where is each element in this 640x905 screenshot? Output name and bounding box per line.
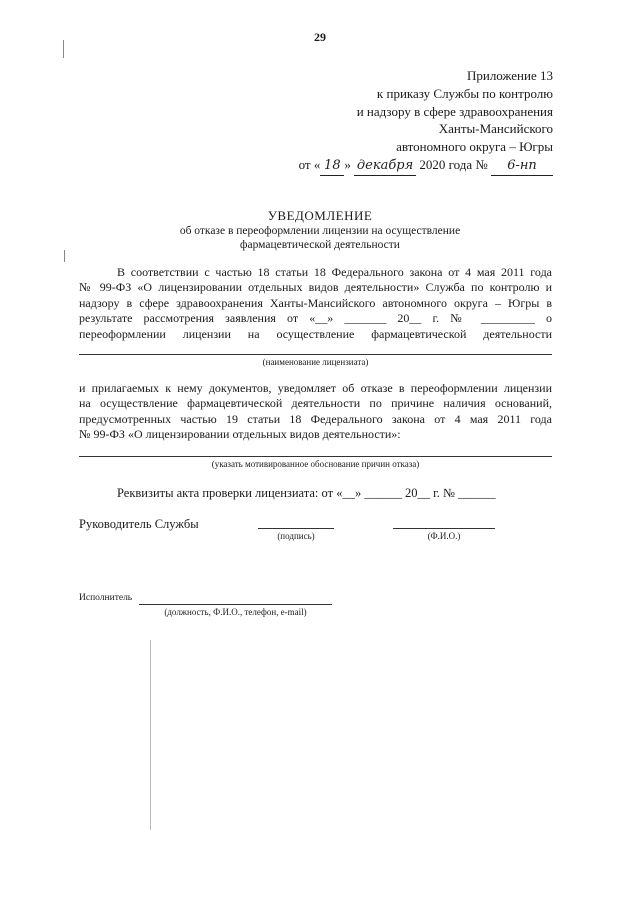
appendix-date-line bbox=[299, 156, 553, 176]
appendix-header bbox=[299, 67, 553, 176]
paragraph-2-line-4: № 99-ФЗ «О лицензировании отдельных видов деятельности»: bbox=[79, 427, 401, 442]
subtitle-line-2: фармацевтической деятельности bbox=[240, 239, 400, 251]
date-day: 18 bbox=[320, 157, 344, 176]
paragraph-1-line-4: результате рассмотрения заявления от «__» _______ 20__ г. № _________ о bbox=[79, 311, 552, 326]
scan-artifact bbox=[150, 640, 151, 830]
paragraph-2-line-2: на осуществление фармацевтической деятельности по причине наличия оснований, bbox=[79, 396, 552, 411]
appendix-line-4: Ханты-Мансийского bbox=[438, 121, 553, 137]
paragraph-2-line-3: предусмотренных частью 19 статьи 18 Федерального закона от 4 мая 2011 года bbox=[79, 411, 552, 426]
signature-line bbox=[258, 528, 334, 529]
signature-caption: (подпись) bbox=[277, 531, 315, 541]
document-subtitle bbox=[0, 224, 640, 252]
appendix-line-1: Приложение 13 bbox=[466, 68, 553, 83]
fio-line bbox=[393, 528, 495, 529]
date-suffix: 2020 года № bbox=[416, 156, 488, 172]
date-prefix: от « bbox=[298, 156, 321, 172]
paragraph-1-line-2: № 99-ФЗ «О лицензировании отдельных видов деятельности» Служба по контролю и bbox=[79, 280, 552, 295]
document-title: УВЕДОМЛЕНИЕ bbox=[267, 208, 373, 223]
paragraph-1-line-5: переоформлении лицензии на осуществление фармацевтической деятельности bbox=[79, 326, 552, 341]
order-number: 6-нп bbox=[491, 157, 553, 176]
scan-artifact bbox=[63, 40, 64, 58]
paragraph-1-line-1: В соответствии с частью 18 статьи 18 Федерального закона от 4 мая 2011 года bbox=[117, 265, 552, 279]
licensee-caption: (наименование лицензиата) bbox=[262, 357, 369, 367]
licensee-name-line bbox=[79, 354, 552, 355]
appendix-line-2: к приказу Службы по контролю bbox=[376, 85, 553, 101]
paragraph-2 bbox=[79, 381, 552, 443]
date-mid: » bbox=[344, 156, 351, 172]
appendix-line-5: автономного округа – Югры bbox=[396, 139, 553, 155]
executor-label: Исполнитель bbox=[79, 593, 133, 603]
subtitle-line-1: об отказе в переоформлении лицензии на осуществление bbox=[179, 225, 461, 237]
reason-caption: (указать мотивированное обоснование причин отказа) bbox=[211, 459, 420, 469]
executor-line bbox=[139, 604, 332, 605]
paragraph-1-line-3: надзору в сфере здравоохранения Ханты-Мансийского автономного округа – Югры в bbox=[79, 295, 552, 310]
date-month: декабря bbox=[354, 157, 416, 176]
fio-caption: (Ф.И.О.) bbox=[427, 531, 461, 541]
scan-artifact bbox=[64, 250, 65, 262]
appendix-line-3: и надзору в сфере здравоохранения bbox=[356, 103, 553, 119]
paragraph-2-line-1: и прилагаемых к нему документов, уведомляет об отказе в переоформлении лицензии bbox=[79, 381, 552, 395]
paragraph-1 bbox=[79, 265, 552, 342]
executor-caption: (должность, Ф.И.О., телефон, e-mail) bbox=[164, 607, 307, 617]
head-of-service-label: Руководитель Службы bbox=[79, 517, 199, 531]
page-number: 29 bbox=[314, 30, 326, 44]
inspection-requisites: Реквизиты акта проверки лицензиата: от «__» ______ 20__ г. № ______ bbox=[117, 486, 496, 500]
reason-line bbox=[79, 456, 552, 457]
